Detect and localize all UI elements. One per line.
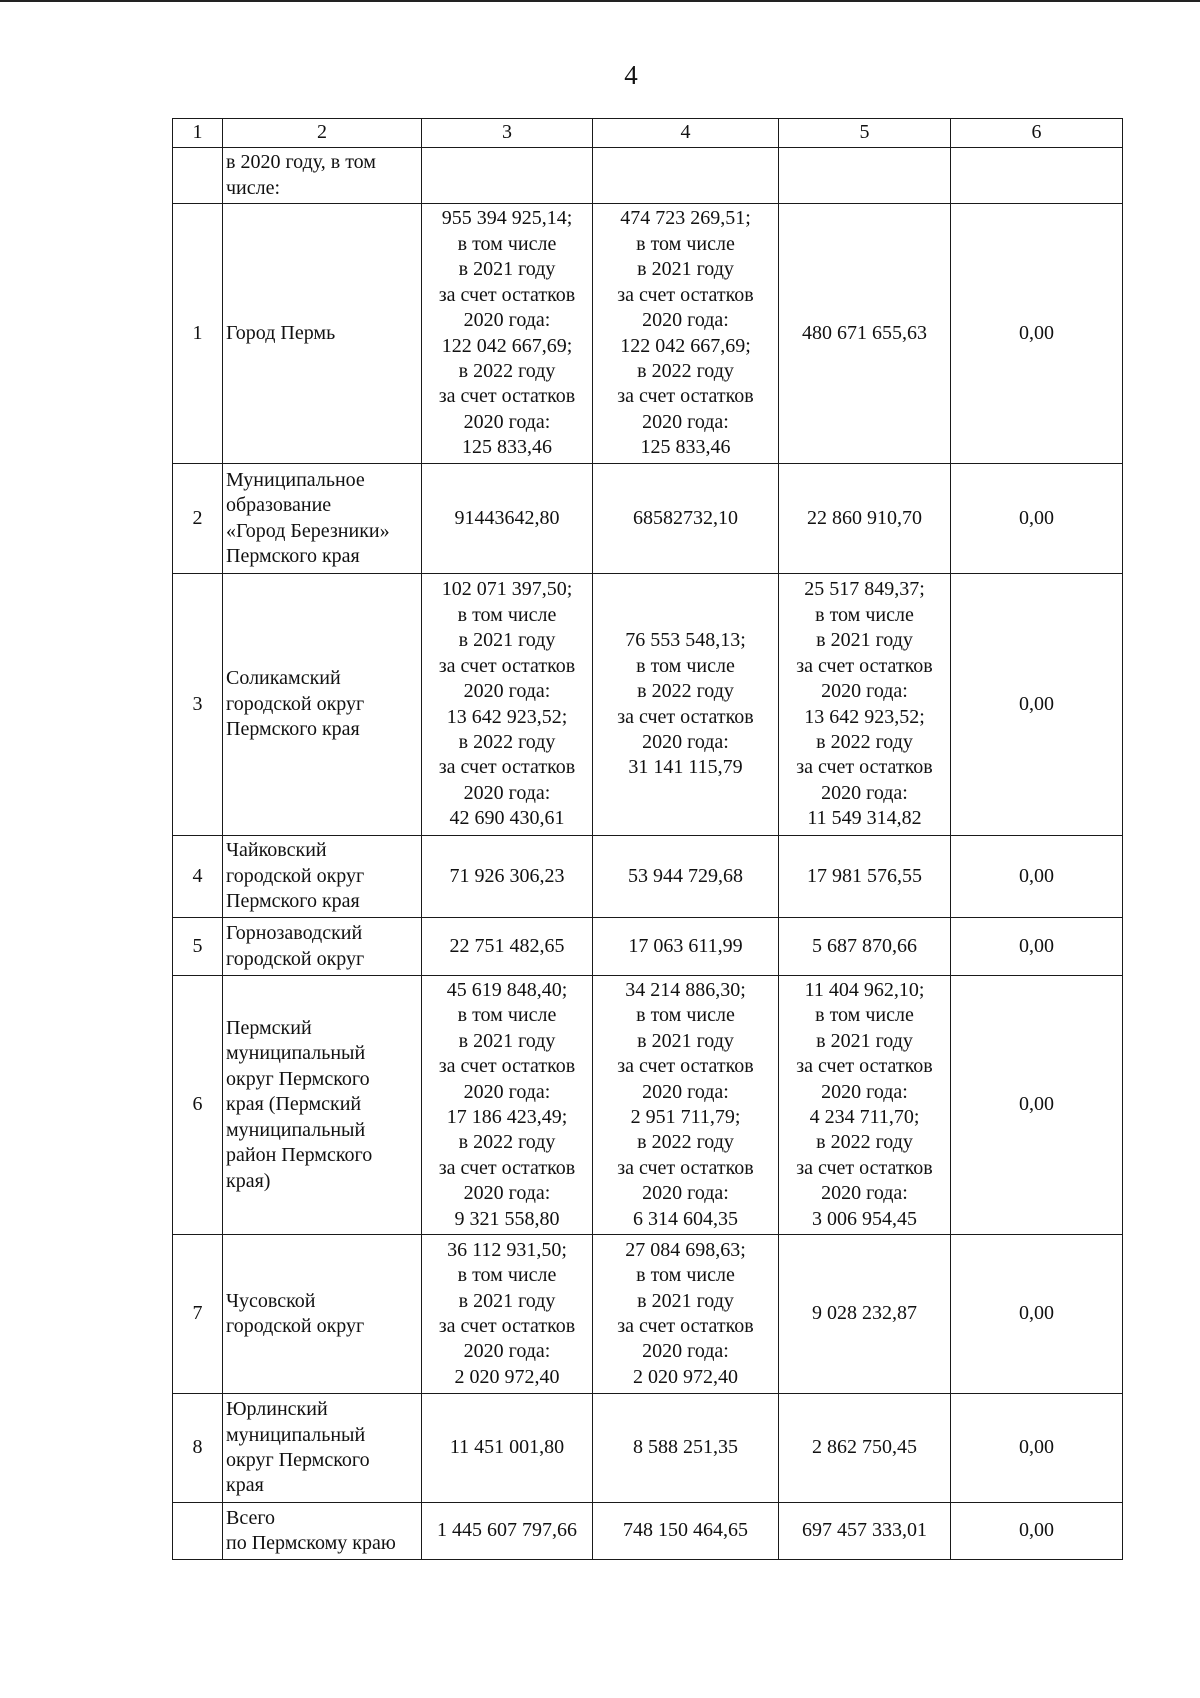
amount-col6: 0,00 [951, 204, 1123, 464]
amount-total: 955 394 925,14; в том числе в 2021 году за счет остатков 2020 года: 122 042 667,69; в 2022 году за счет остатков 2020 года: 125 833,46 [422, 204, 593, 464]
amount-col6: 0,00 [951, 976, 1123, 1235]
amount-col5: 22 860 910,70 [779, 464, 951, 574]
amount-col4: 76 553 548,13; в том числе в 2022 году за счет остатков 2020 года: 31 141 115,79 [593, 574, 779, 836]
table-row [173, 1235, 1123, 1394]
amount-col5: 480 671 655,63 [779, 204, 951, 464]
row-number: 5 [173, 918, 223, 976]
amount-col5: 17 981 576,55 [779, 836, 951, 918]
amount-col5: 2 862 750,45 [779, 1394, 951, 1503]
column-number: 6 [951, 119, 1123, 148]
municipality-name: Чайковский городской округ Пермского края [223, 836, 422, 918]
amount-col6: 0,00 [951, 1394, 1123, 1503]
column-number: 2 [223, 119, 422, 148]
municipality-name: Горнозаводский городской округ [223, 918, 422, 976]
amount-total: 45 619 848,40; в том числе в 2021 году за счет остатков 2020 года: 17 186 423,49; в 2022 году за счет остатков 2020 года: 9 321 558,80 [422, 976, 593, 1235]
amount-total: 22 751 482,65 [422, 918, 593, 976]
table-row [173, 976, 1123, 1235]
amount-col6: 0,00 [951, 574, 1123, 836]
amount-col4: 8 588 251,35 [593, 1394, 779, 1503]
amount-col4 [593, 148, 779, 204]
amount-col5: 5 687 870,66 [779, 918, 951, 976]
row-number: 1 [173, 204, 223, 464]
municipality-name: Соликамский городской округ Пермского края [223, 574, 422, 836]
municipality-name: в 2020 году, в том числе: [223, 148, 422, 204]
row-number [173, 1503, 223, 1560]
amount-col6 [951, 148, 1123, 204]
row-number: 7 [173, 1235, 223, 1394]
column-number: 5 [779, 119, 951, 148]
municipality-name: Пермский муниципальный округ Пермского края (Пермский муниципальный район Пермского края) [223, 976, 422, 1235]
amount-col6: 0,00 [951, 918, 1123, 976]
table-row [173, 918, 1123, 976]
table-row [173, 1394, 1123, 1503]
municipality-name: Город Пермь [223, 204, 422, 464]
column-number: 3 [422, 119, 593, 148]
row-number: 6 [173, 976, 223, 1235]
amount-col4: 27 084 698,63; в том числе в 2021 году за счет остатков 2020 года: 2 020 972,40 [593, 1235, 779, 1394]
row-number: 4 [173, 836, 223, 918]
amount-total: 91443642,80 [422, 464, 593, 574]
amount-total: 102 071 397,50; в том числе в 2021 году за счет остатков 2020 года: 13 642 923,52; в 2022 году за счет остатков 2020 года: 42 690 430,61 [422, 574, 593, 836]
municipality-name: Муниципальное образование «Город Березники» Пермского края [223, 464, 422, 574]
total-amount: 1 445 607 797,66 [422, 1503, 593, 1560]
table-row [173, 836, 1123, 918]
amount-col5 [779, 148, 951, 204]
row-number: 8 [173, 1394, 223, 1503]
page-number: 4 [624, 60, 638, 90]
table-row [173, 148, 1123, 204]
total-row [173, 1503, 1123, 1560]
municipality-name: Юрлинский муниципальный округ Пермского края [223, 1394, 422, 1503]
amount-col5: 9 028 232,87 [779, 1235, 951, 1394]
amount-col5: 25 517 849,37; в том числе в 2021 году за счет остатков 2020 года: 13 642 923,52; в 2022 году за счет остатков 2020 года: 11 549 314,82 [779, 574, 951, 836]
total-col4: 748 150 464,65 [593, 1503, 779, 1560]
amount-col5: 11 404 962,10; в том числе в 2021 году за счет остатков 2020 года: 4 234 711,70; в 2022 году за счет остатков 2020 года: 3 006 954,45 [779, 976, 951, 1235]
column-number-row [173, 119, 1123, 148]
amount-col6: 0,00 [951, 1235, 1123, 1394]
table-row [173, 574, 1123, 836]
total-col5: 697 457 333,01 [779, 1503, 951, 1560]
amount-total: 36 112 931,50; в том числе в 2021 году за счет остатков 2020 года: 2 020 972,40 [422, 1235, 593, 1394]
row-number: 2 [173, 464, 223, 574]
scan-top-edge [0, 0, 1200, 2]
column-number: 1 [173, 119, 223, 148]
table-row [173, 204, 1123, 464]
column-number: 4 [593, 119, 779, 148]
amount-total [422, 148, 593, 204]
row-number [173, 148, 223, 204]
row-number: 3 [173, 574, 223, 836]
table-row [173, 464, 1123, 574]
amount-total: 11 451 001,80 [422, 1394, 593, 1503]
amount-col4: 17 063 611,99 [593, 918, 779, 976]
amount-col4: 53 944 729,68 [593, 836, 779, 918]
allocation-table [172, 118, 1123, 1560]
amount-col6: 0,00 [951, 836, 1123, 918]
amount-total: 71 926 306,23 [422, 836, 593, 918]
municipality-name: Чусовской городской округ [223, 1235, 422, 1394]
total-label: Всего по Пермскому краю [223, 1503, 422, 1560]
amount-col4: 474 723 269,51; в том числе в 2021 году за счет остатков 2020 года: 122 042 667,69; в 2022 году за счет остатков 2020 года: 125 833,46 [593, 204, 779, 464]
amount-col6: 0,00 [951, 464, 1123, 574]
total-col6: 0,00 [951, 1503, 1123, 1560]
amount-col4: 68582732,10 [593, 464, 779, 574]
amount-col4: 34 214 886,30; в том числе в 2021 году за счет остатков 2020 года: 2 951 711,79; в 2022 году за счет остатков 2020 года: 6 314 604,35 [593, 976, 779, 1235]
